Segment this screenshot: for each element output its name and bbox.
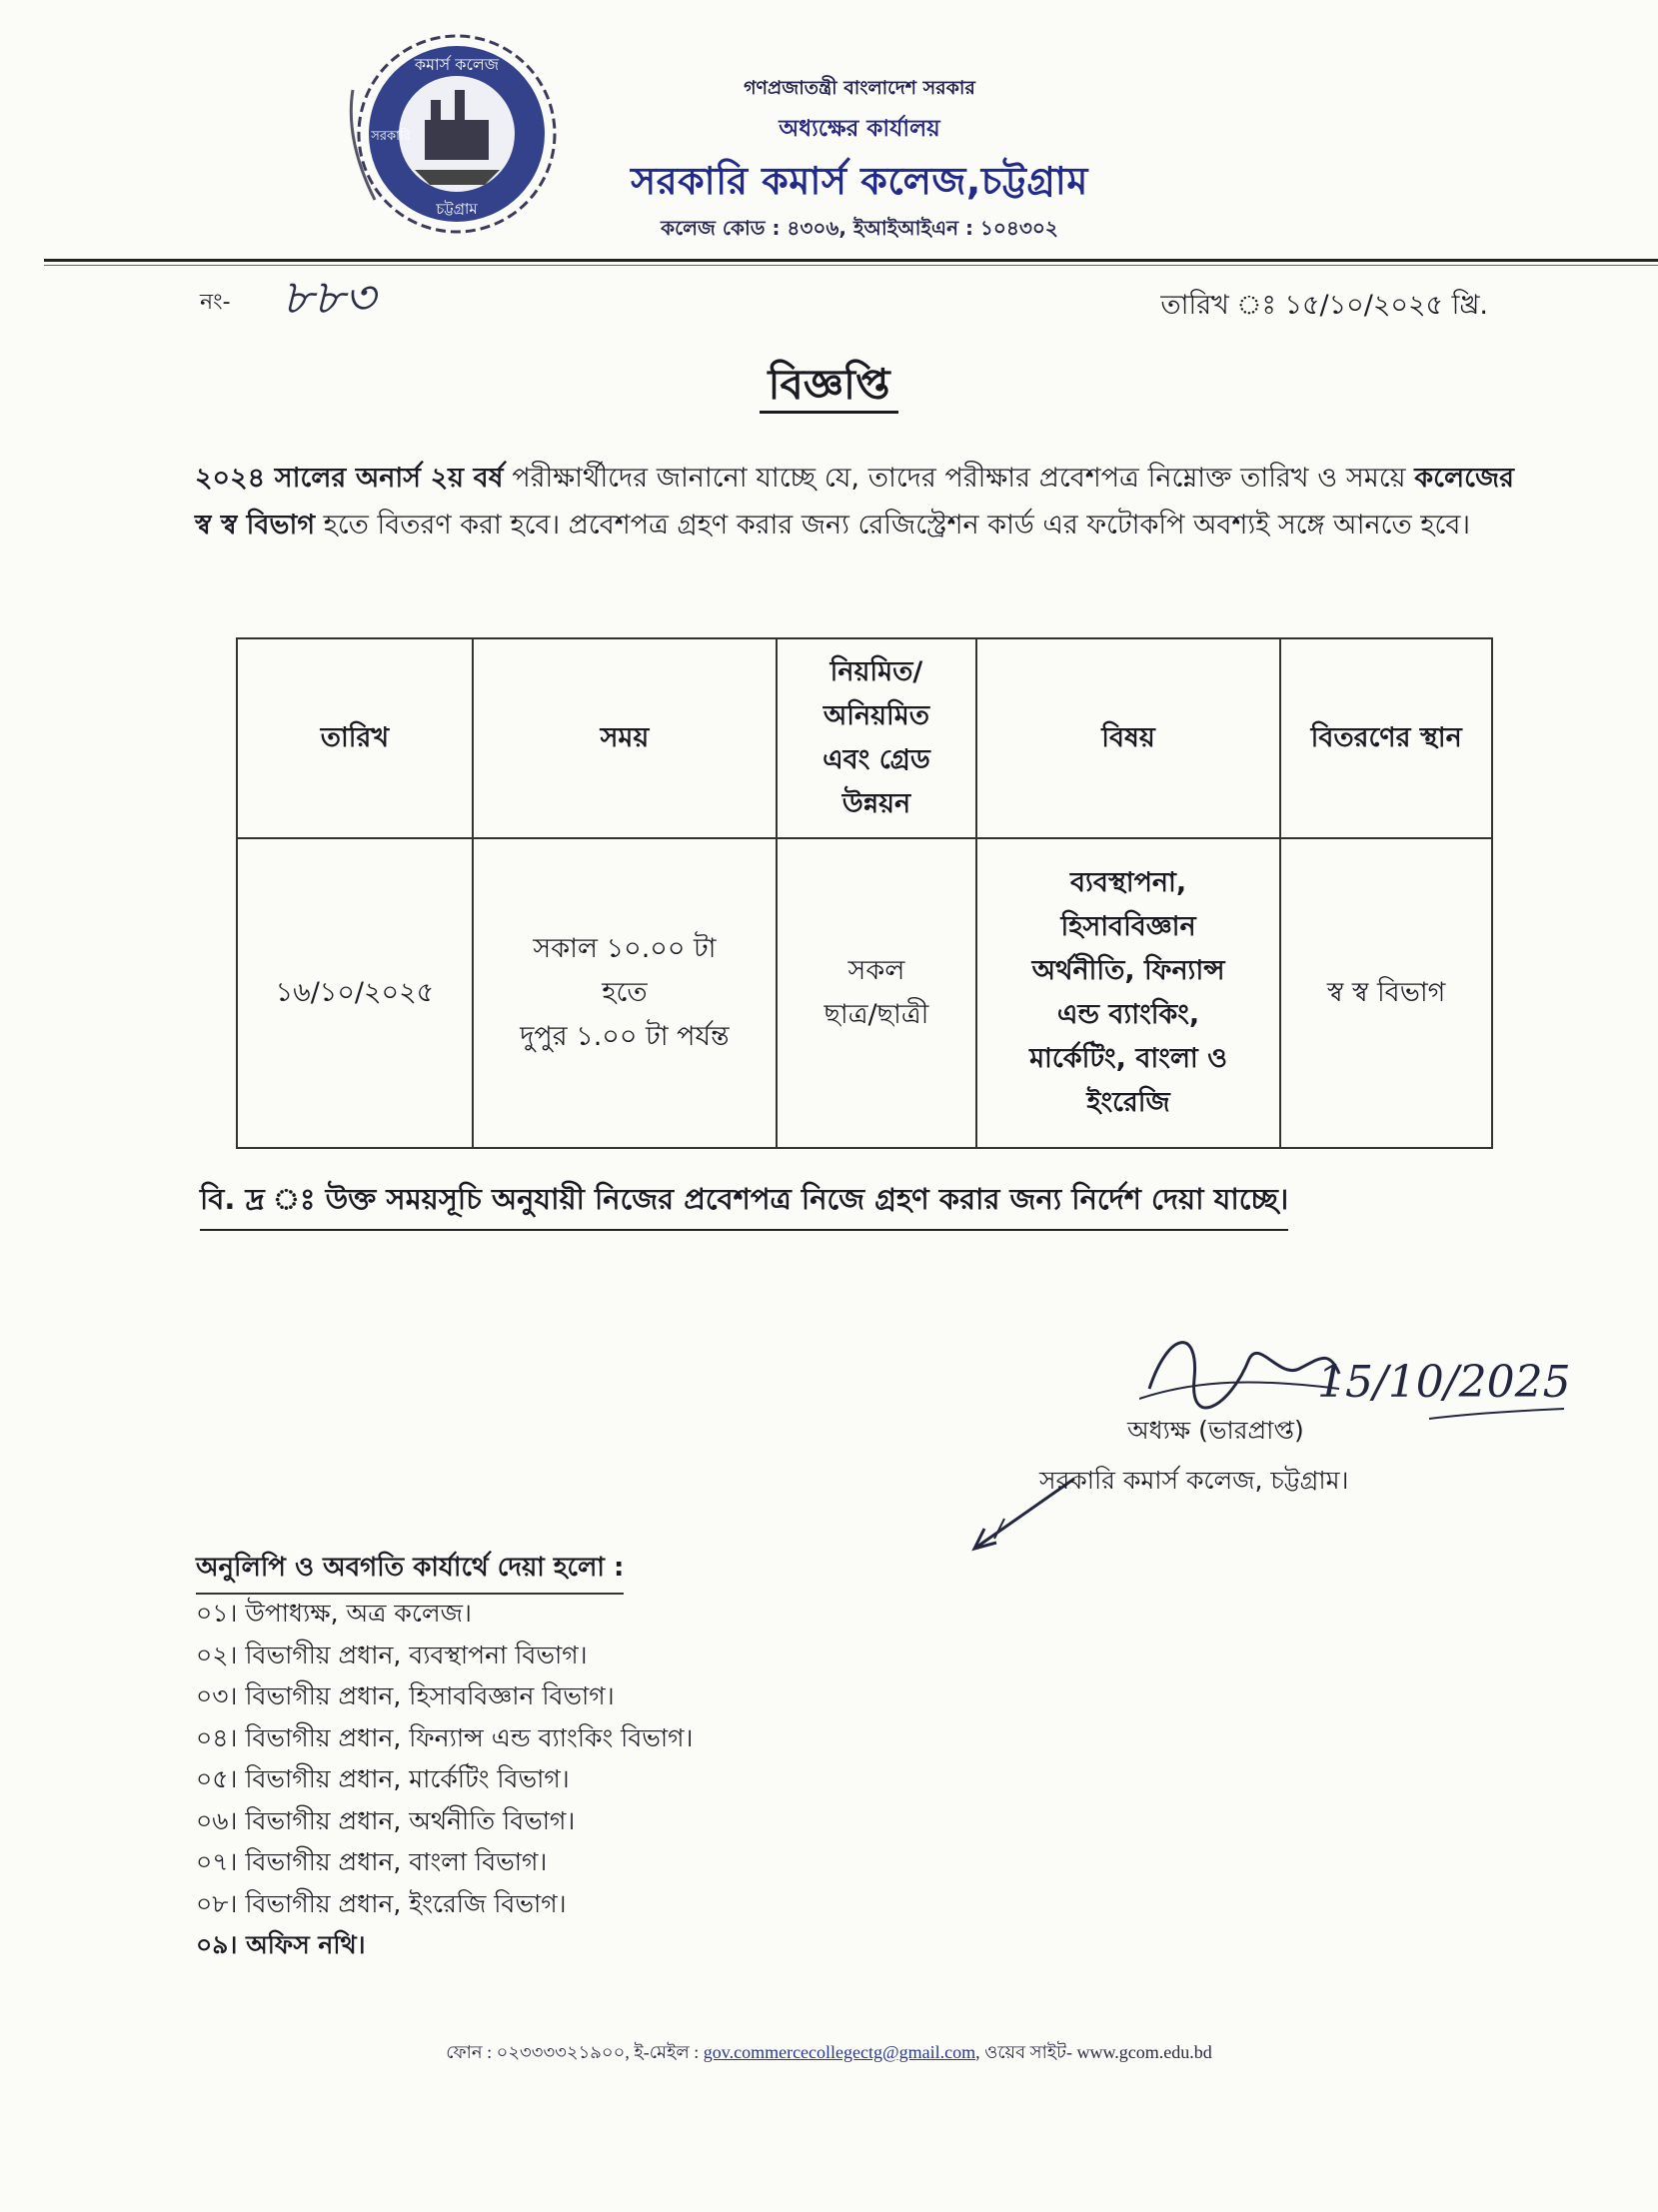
nb-note: বি. দ্র ঃ উক্ত সময়সূচি অনুযায়ী নিজের প্রবেশপত্র নিজে গ্রহণ করার জন্য নির্দেশ দেয়া যাচ্ছে।	[200, 1177, 1288, 1231]
footer-contact	[0, 2038, 1658, 2069]
body-bold-2: কলেজের স্ব স্ব বিভাগ	[195, 463, 1514, 541]
logo-text-left: সরকারি	[371, 129, 411, 144]
cell-subject-line-3: অর্থনীতি, ফিন্যান্স	[1031, 955, 1225, 986]
header-type-line-3: এবং গ্রেড	[823, 744, 930, 775]
body-text-2: হতে বিতরণ করা হবে। প্রবেশপত্র গ্রহণ করার জন্য রেজিস্ট্রেশন কার্ড এর ফটোকপি অবশ্যই সঙ্গে আনতে হবে।	[315, 510, 1471, 541]
header-date: তারিখ	[237, 638, 473, 838]
cell-subject	[976, 838, 1280, 1148]
table-header-row	[237, 638, 1492, 838]
logo-text-top: কমার্স কলেজ	[414, 55, 500, 74]
copy-heading: অনুলিপি ও অবগতি কার্যার্থে দেয়া হলো :	[196, 1547, 624, 1595]
list-item: ০৫। বিভাগীয় প্রধান, মার্কেটিং বিভাগ।	[196, 1764, 570, 1793]
list-item: ০৯। অফিস নথি।	[196, 1930, 366, 1959]
list-item: ০৬। বিভাগীয় প্রধান, অর্থনীতি বিভাগ।	[196, 1805, 576, 1835]
cell-subject-line-1: ব্যবস্থাপনা,	[1069, 867, 1187, 898]
logo-text-bottom: চট্টগ্রাম	[436, 200, 478, 218]
cell-place: স্ব স্ব বিভাগ	[1280, 838, 1492, 1148]
college-code: কলেজ কোড : ৪৩০৬, ইআইআইএন : ১০৪৩০২	[661, 216, 1058, 240]
list-item: ০৩। বিভাগীয় প্রধান, হিসাববিজ্ঞান বিভাগ।	[196, 1681, 615, 1710]
notice-body	[195, 455, 1514, 549]
footer-email-link[interactable]: gov.commercecollegectg@gmail.com	[703, 2042, 976, 2062]
cell-subject-line-4: এন্ড ব্যাংকিং,	[1056, 999, 1200, 1030]
body-text-1: পরীক্ষার্থীদের জানানো যাচ্ছে যে, তাদের পরীক্ষার প্রবেশপত্র নিম্নোক্ত তারিখ ও সময়ে	[503, 463, 1415, 494]
notice-title	[0, 352, 1658, 423]
header-type-line-4: উন্নয়ন	[841, 788, 911, 819]
header-time: সময়	[473, 638, 777, 838]
header-type-line-2: অনিয়মিত	[823, 700, 929, 731]
body-bold-1: ২০২৪ সালের অনার্স ২য় বর্ষ	[195, 463, 504, 494]
signature-date: 15/10/2025	[1317, 1357, 1569, 1408]
signatory-college: সরকারি কমার্স কলেজ, চট্টগ্রাম।	[1039, 1466, 1349, 1495]
cell-subject-line-2: হিসাববিজ্ঞান	[1060, 911, 1196, 942]
footer-website: , ওয়েব সাইট- www.gcom.edu.bd	[975, 2042, 1212, 2062]
cell-time-line-2: হতে	[602, 977, 648, 1008]
cell-time-line-3: দুপুর ১.০০ টা পর্যন্ত	[520, 1021, 730, 1052]
cell-date: ১৬/১০/২০২৫	[237, 838, 473, 1148]
college-name: সরকারি কমার্স কলেজ,চট্টগ্রাম	[631, 159, 1088, 203]
list-item: ০২। বিভাগীয় প্রধান, ব্যবস্থাপনা বিভাগ।	[196, 1640, 588, 1669]
table-row	[237, 838, 1492, 1148]
header-type-line-1: নিয়মিত/	[829, 656, 923, 687]
footer-phone: ফোন : ০২৩৩৩৩২১৯০০, ই-মেইল :	[446, 2042, 704, 2062]
cell-time	[473, 838, 777, 1148]
list-item: ০১। উপাধ্যক্ষ, অত্র কলেজ।	[196, 1599, 472, 1628]
cell-subject-line-5: মার্কেটিং, বাংলা ও	[1029, 1043, 1228, 1074]
list-item: ০৪। বিভাগীয় প্রধান, ফিন্যান্স এন্ড ব্যাংকিং বিভাগ।	[196, 1722, 694, 1752]
schedule-table	[236, 637, 1493, 1149]
notice-date: তারিখ ঃ ১৫/১০/২০২৫ খ্রি.	[1160, 290, 1488, 321]
office-line: অধ্যক্ষের কার্যালয়	[779, 116, 940, 142]
cell-subject-line-6: ইংরেজি	[1086, 1087, 1170, 1118]
reference-number-handwritten: ৮৮৩	[282, 270, 376, 326]
list-item: ০৭। বিভাগীয় প্রধান, বাংলা বিভাগ।	[196, 1847, 548, 1876]
header-subject: বিষয়	[976, 638, 1280, 838]
cell-type-line-2: ছাত্র/ছাত্রী	[824, 999, 929, 1030]
header-type	[777, 638, 976, 838]
signatory-designation: অধ্যক্ষ (ভারপ্রাপ্ত)	[1127, 1416, 1304, 1445]
list-item: ০৮। বিভাগীয় প্রধান, ইংরেজি বিভাগ।	[196, 1888, 567, 1918]
header-place: বিতরণের স্থান	[1280, 638, 1492, 838]
reference-label: নং-	[200, 290, 231, 315]
government-line: গণপ্রজাতন্ত্রী বাংলাদেশ সরকার	[744, 77, 975, 99]
cell-time-line-1: সকাল ১০.০০ টা	[533, 933, 717, 964]
copy-list	[196, 1593, 693, 1966]
cell-type	[777, 838, 976, 1148]
cell-type-line-1: সকল	[847, 955, 905, 986]
notice-title-text: বিজ্ঞপ্তি	[760, 360, 897, 414]
